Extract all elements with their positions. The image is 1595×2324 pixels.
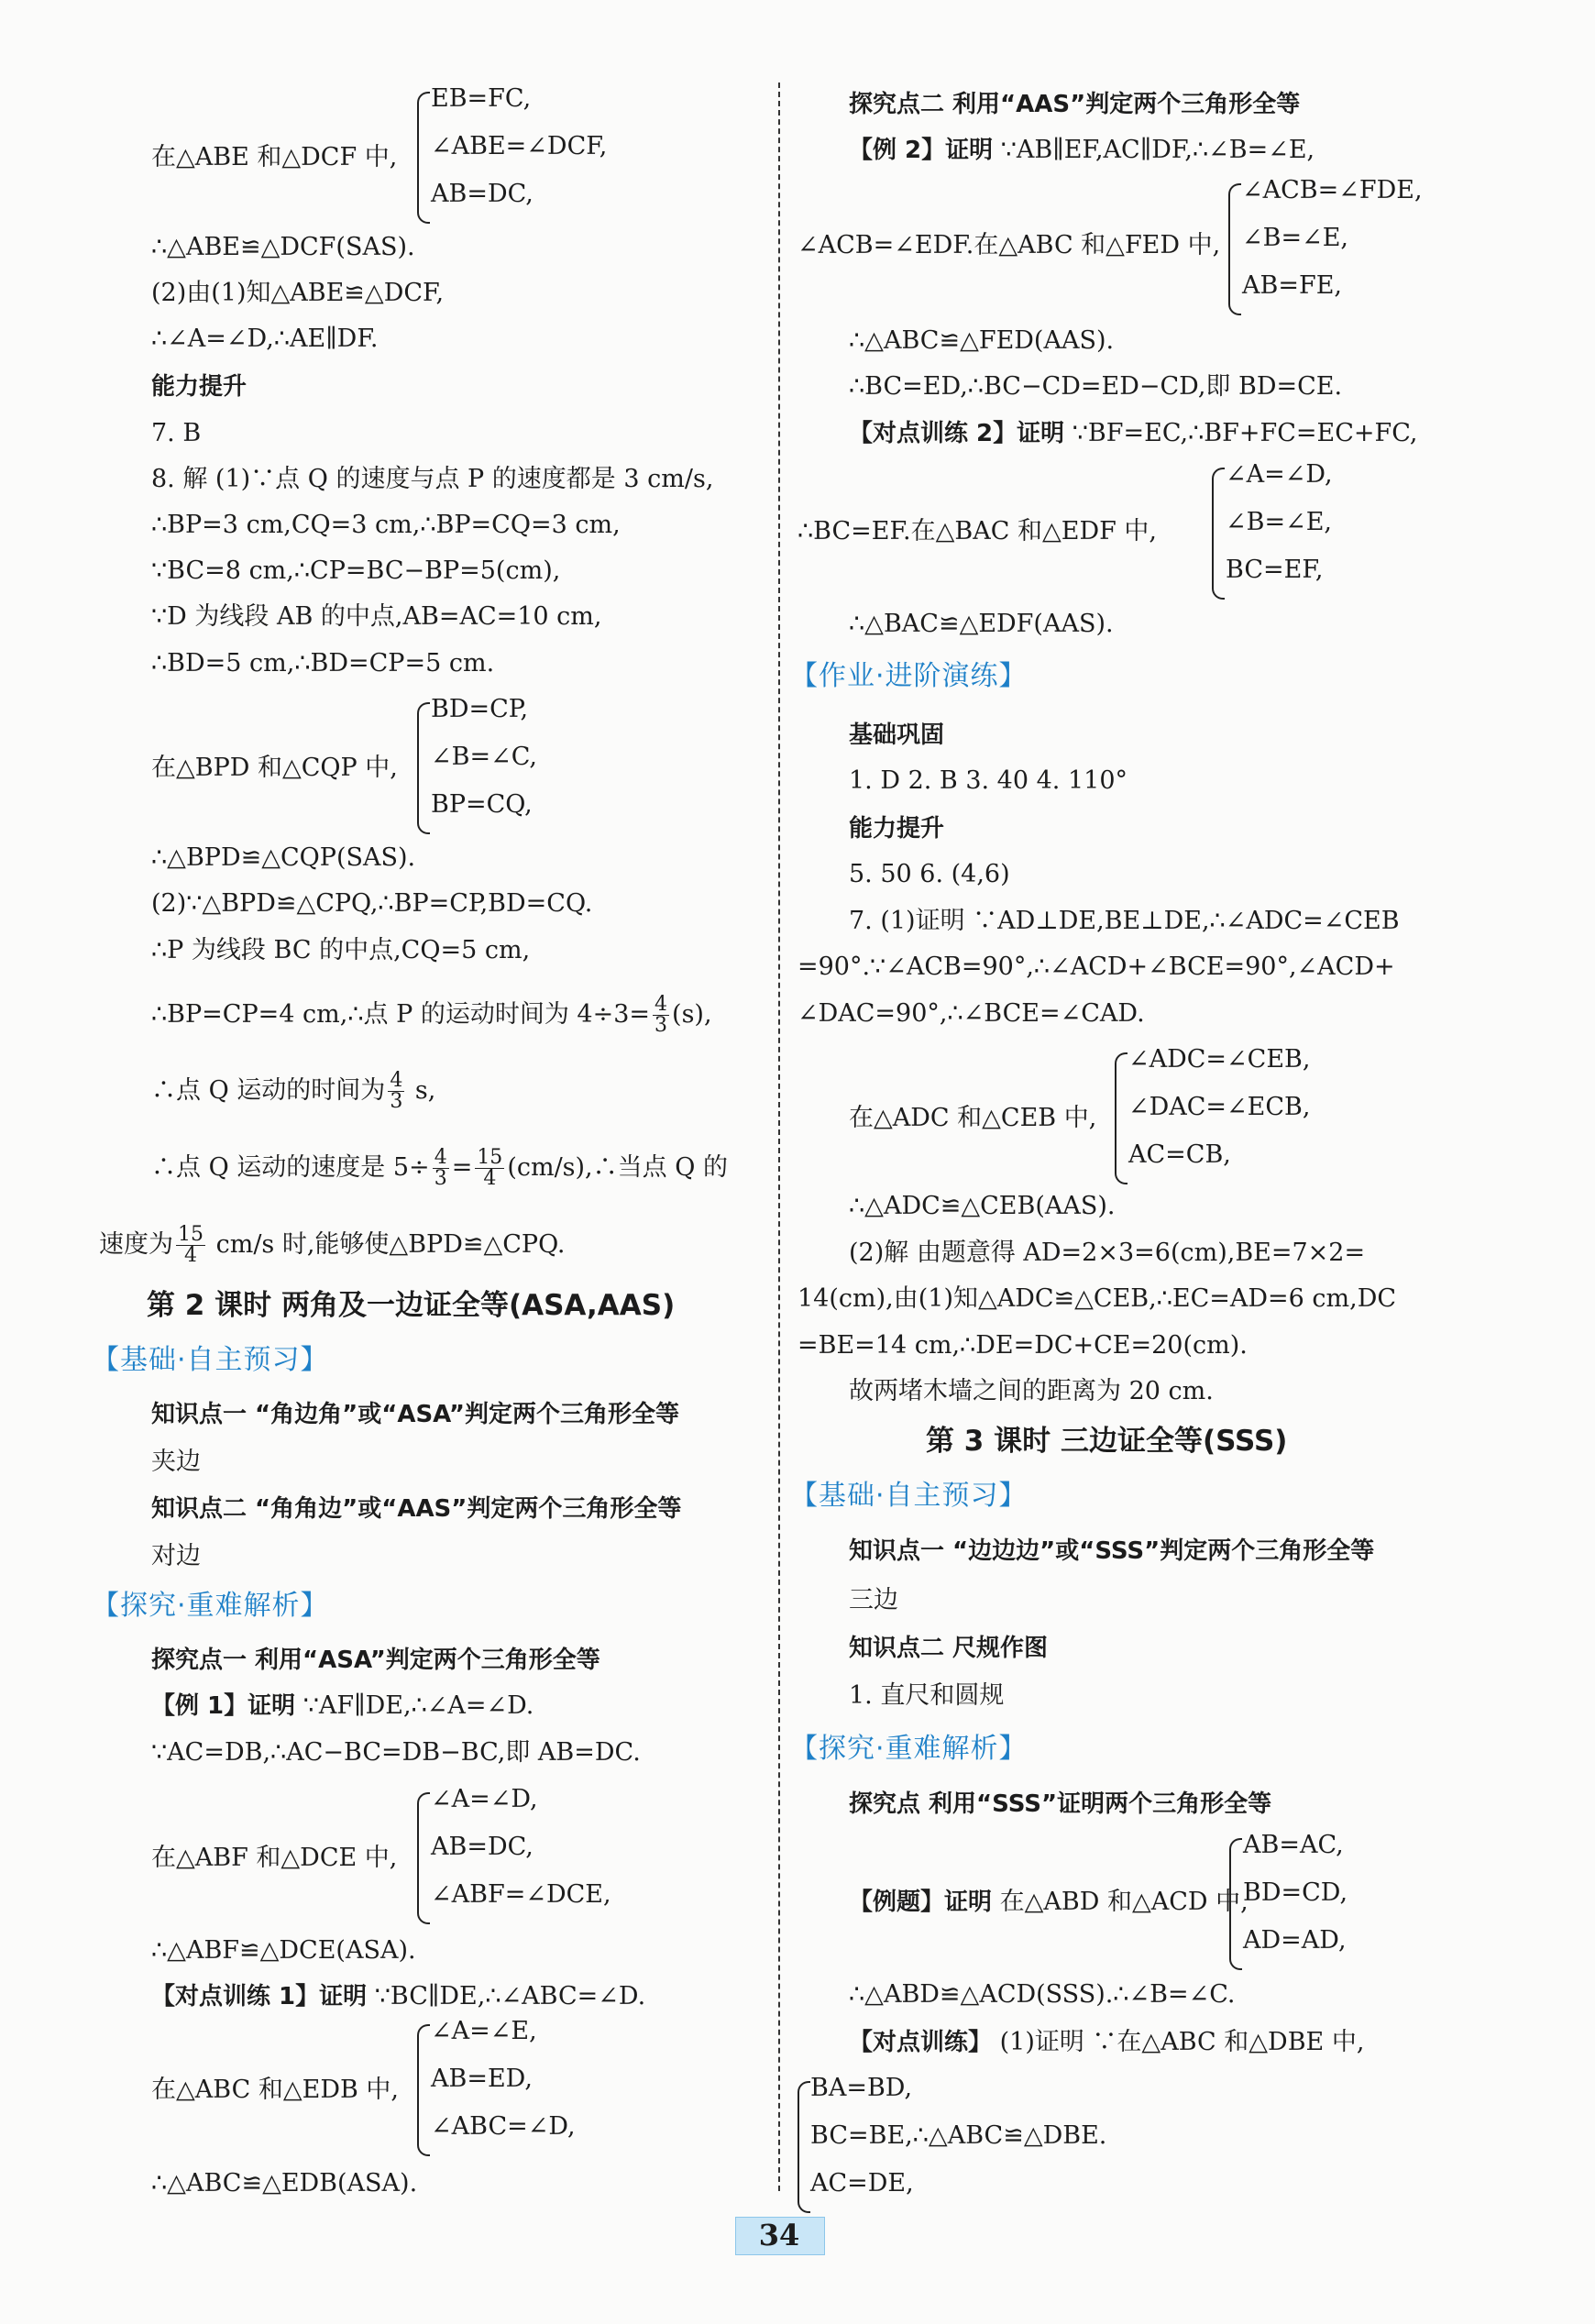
brace-icon [417, 1792, 430, 1924]
brace-icon [1229, 1838, 1242, 1970]
fraction-line: ∴BP=CP=4 cm,∴点 P 的运动时间为 4÷3= $\frac{4}{3}$ (s), [151, 993, 712, 1037]
column-divider [778, 83, 782, 2191]
section-header: 【基础·自主预习】 [790, 1480, 1028, 1512]
page-number: 34 [758, 2218, 800, 2252]
fraction-line: ∴点 Q 运动的速度是 5÷ $\frac{4}{3}$ = $\frac{15}{4}$ (cm/s),∴当点 Q 的 [151, 1146, 728, 1190]
section-header: 【基础·自主预习】 [92, 1344, 329, 1376]
brace-icon [798, 2081, 810, 2213]
lesson-title: 第 2 课时 两角及一边证全等(ASA,AAS) [147, 1289, 676, 1322]
section-header: 【作业·进阶演练】 [790, 660, 1028, 692]
section-header: 【探究·重难解析】 [790, 1733, 1028, 1765]
fraction-line: 速度为 $\frac{15}{4}$ cm/s 时,能够使△BPD≌△CPQ. [99, 1223, 566, 1267]
brace-icon [1212, 468, 1225, 600]
brace-icon [417, 702, 430, 834]
brace-icon [417, 92, 430, 224]
brace-icon [1228, 183, 1241, 315]
lesson-title: 第 3 课时 三边证全等(SSS) [926, 1425, 1288, 1458]
brace-icon [417, 2024, 430, 2156]
section-header: 【探究·重难解析】 [92, 1590, 329, 1622]
brace-icon [1115, 1052, 1128, 1184]
fraction-line: ∴点 Q 运动的时间为 $\frac{4}{3}$ s, [151, 1069, 436, 1113]
